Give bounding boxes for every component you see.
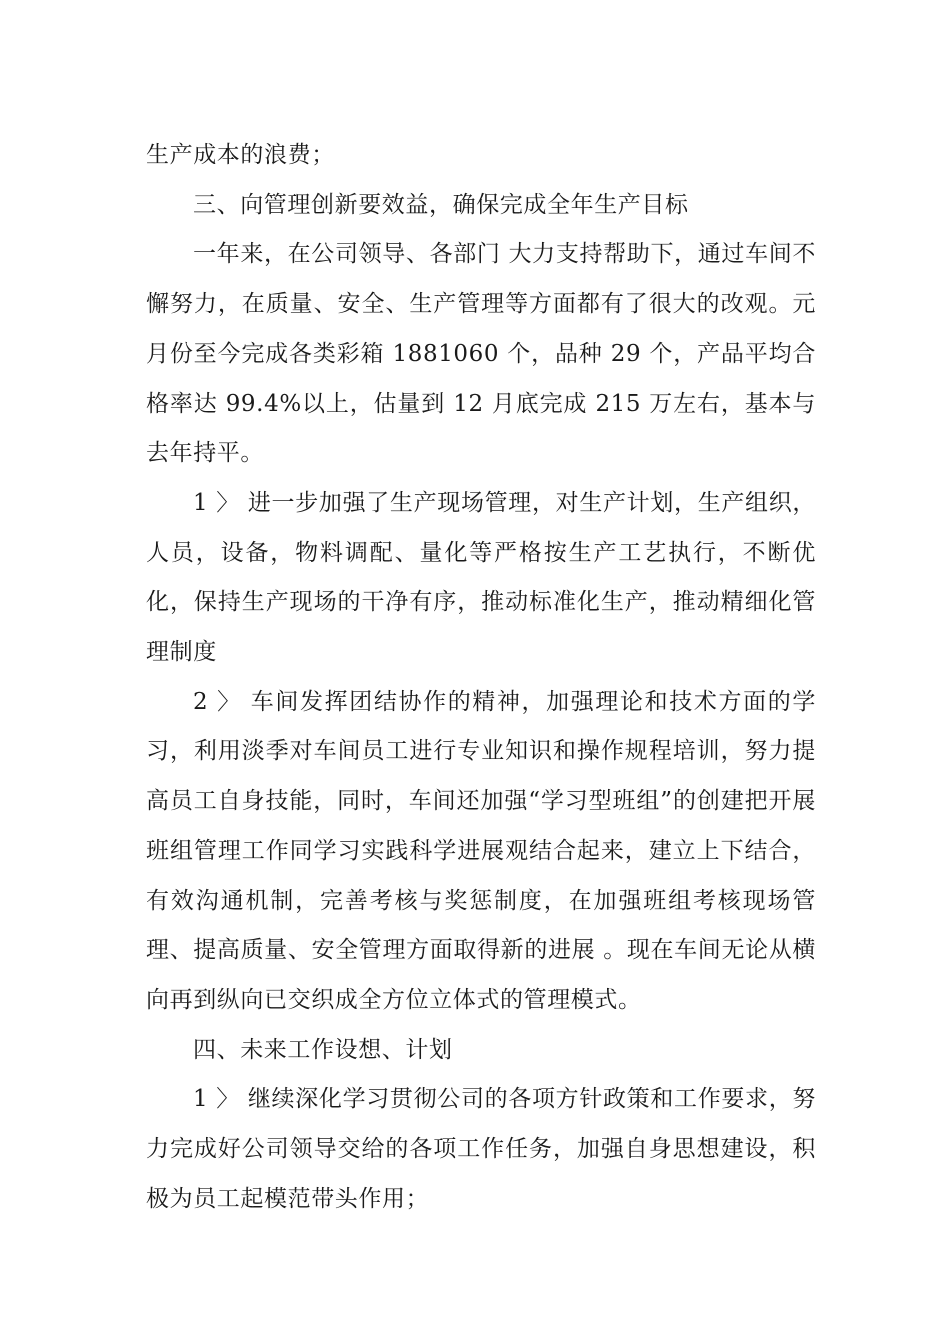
document-body [146,131,816,1224]
section-heading-3: 三、向管理创新要效益，确保完成全年生产目标 [193,191,689,218]
plan-item-1: 1 〉 继续深化学习贯彻公司的各项方针政策和工作要求，努力完成好公司领导交给的各项工作任务，加强自身思想建设，积极为员工起模范带头作用； [146,1086,816,1212]
section-heading-4: 四、未来工作设想、计划 [193,1036,453,1063]
paragraph-annual-summary: 一年来，在公司领导、各部门 大力支持帮助下，通过车间不懈努力，在质量、安全、生产管理等方面都有了很大的改观。元月份至今完成各类彩箱 1881060 个，品种 29 个，产品平均合格率达 99.4%以上，估量到 12 月底完成 215 万左右，基本与去年持平。 [146,241,816,467]
paragraph-continuation: 生产成本的浪费； [146,142,335,168]
list-item-1: 1 〉 进一步加强了生产现场管理，对生产计划，生产组织，人员，设备，物料调配、量化等严格按生产工艺执行，不断优化，保持生产现场的干净有序，推动标准化生产，推动精细化管理制度 [146,489,816,666]
list-item-2: 2 〉 车间发挥团结协作的精神，加强理论和技术方面的学习，利用淡季对车间员工进行专业知识和操作规程培训，努力提高员工自身技能，同时，车间还加强“学习型班组”的创建把开展班组管理工作同学习实践科学进展观结合起来，建立上下结合，有效沟通机制，完善考核与奖惩制度，在加强班组考核现场管理、提高质量、安全管理方面取得新的进展 。现在车间无论从横向再到纵向已交织成全方位立体式的管理模式。 [146,688,816,1013]
